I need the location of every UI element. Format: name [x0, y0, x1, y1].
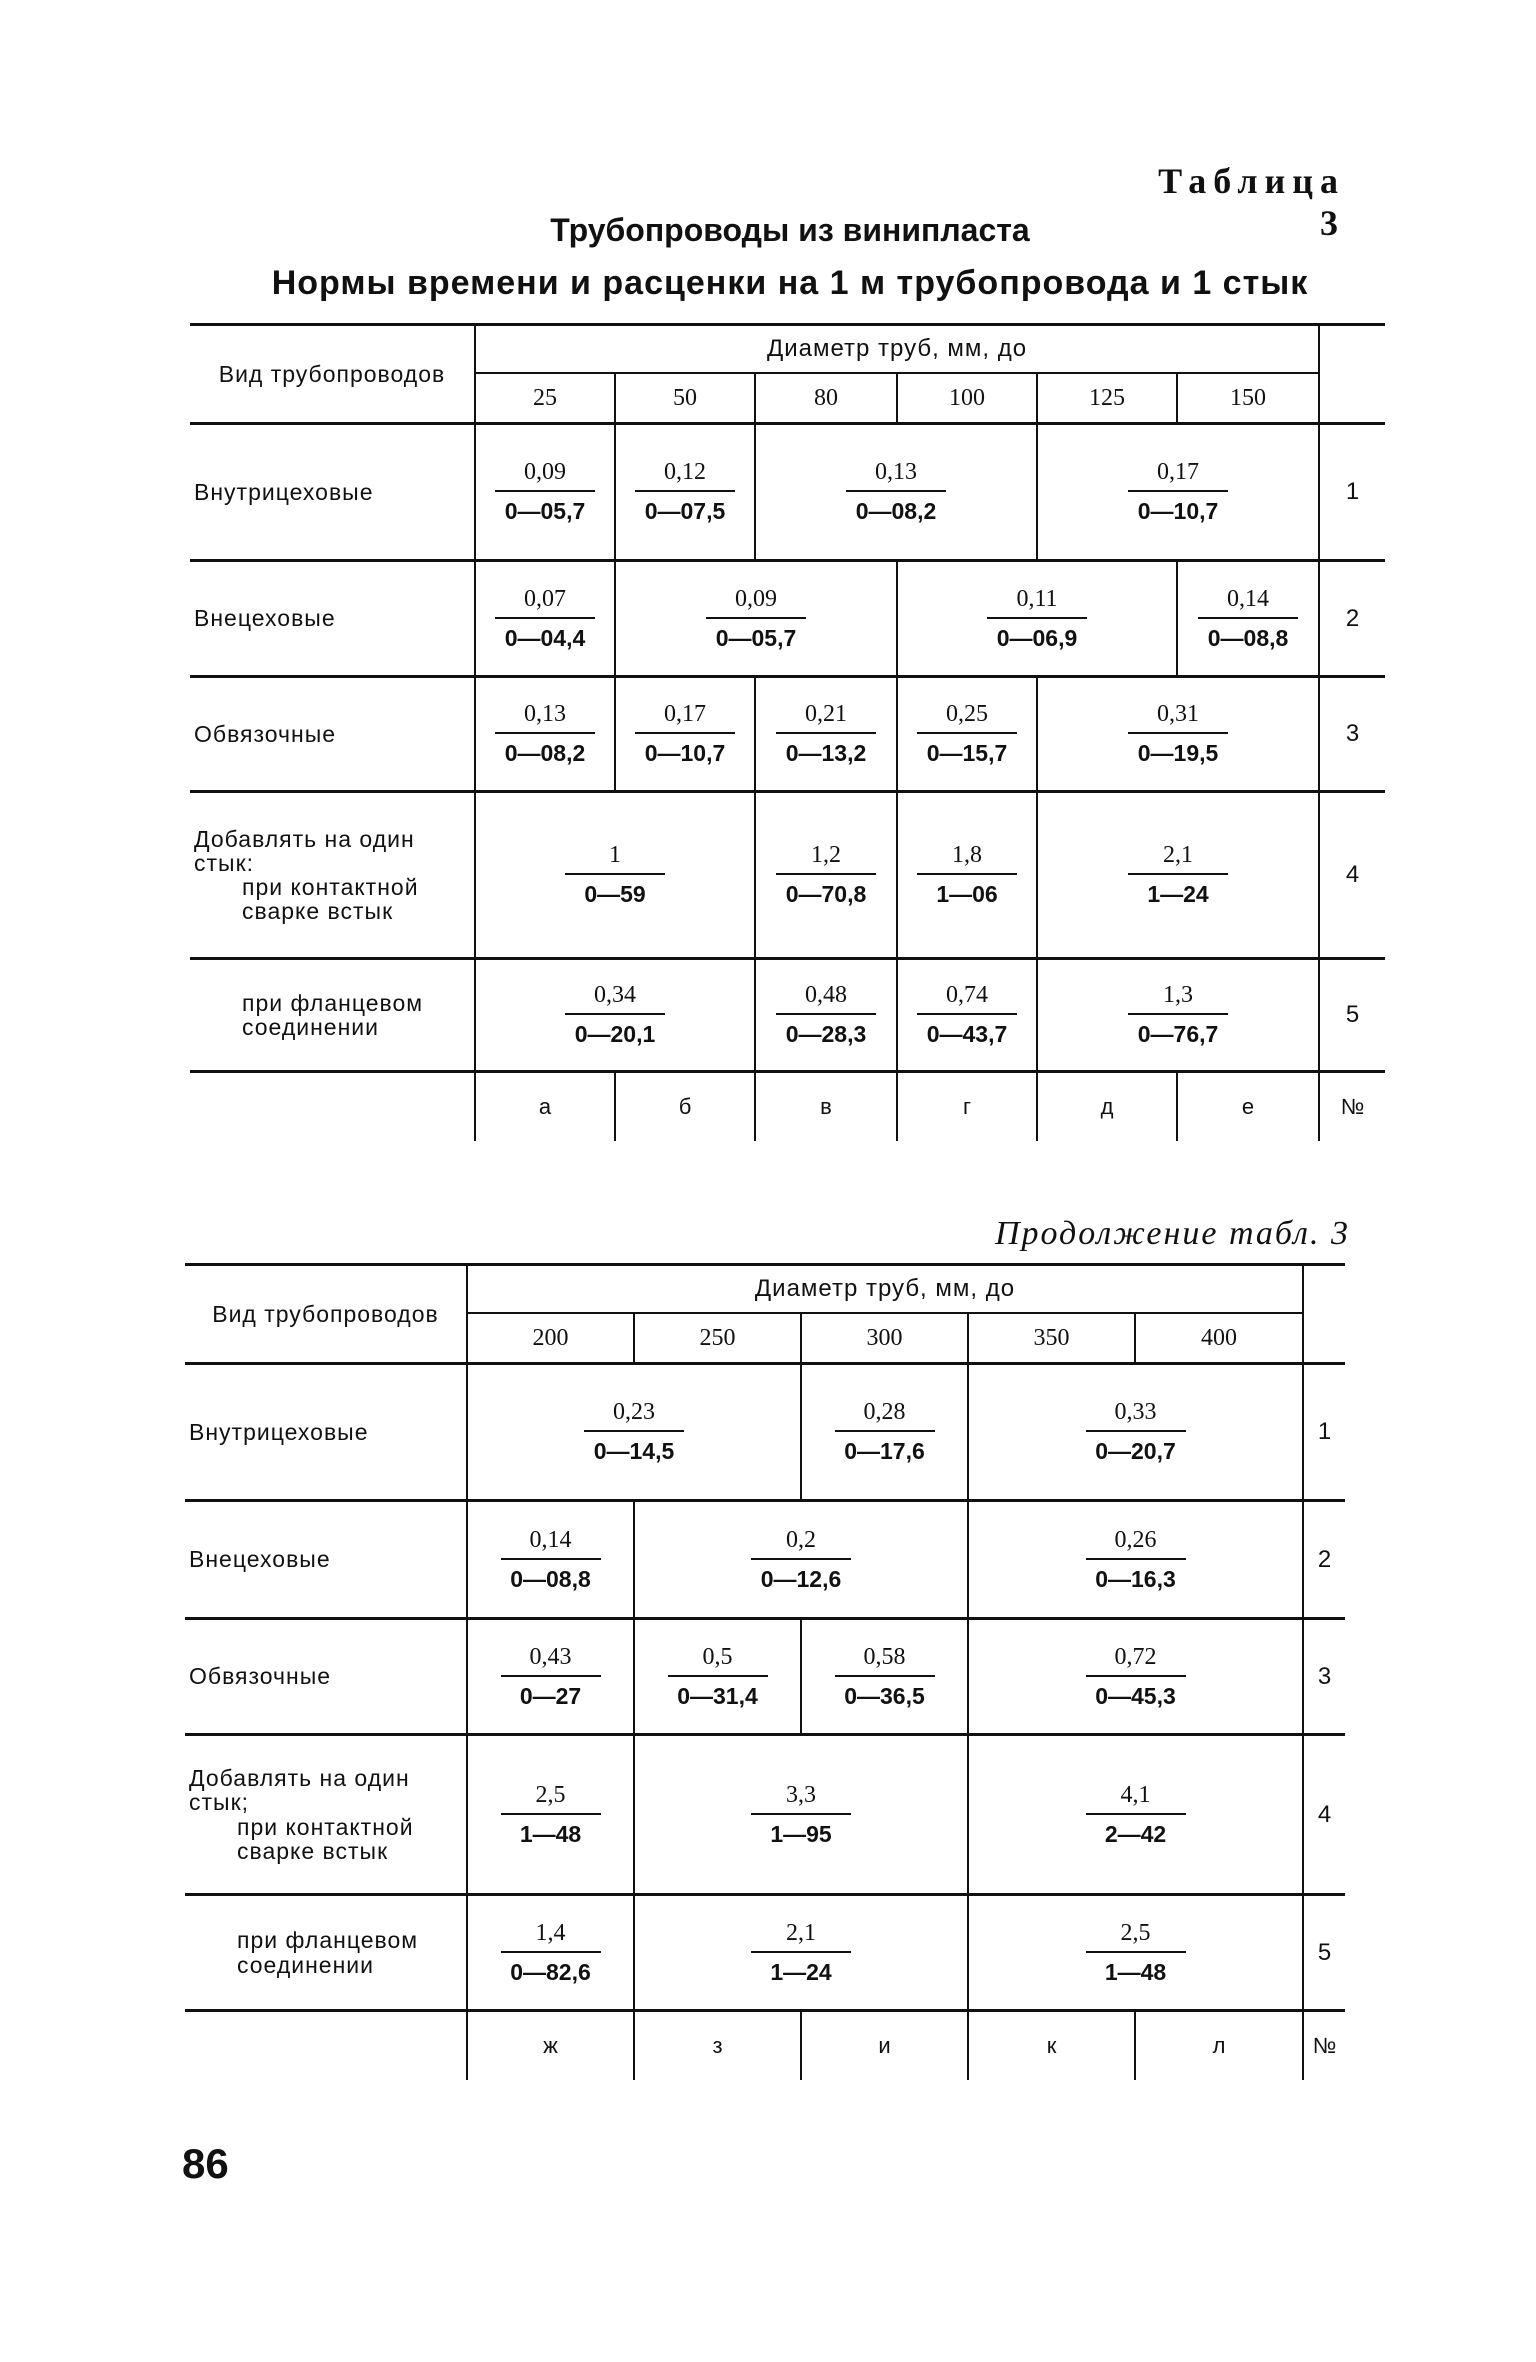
row-label-main: Добавлять на один стык;: [189, 1765, 410, 1816]
row-label: Обвязочные: [185, 1619, 467, 1735]
column-header-pipeline-type: Вид трубопроводов: [190, 325, 475, 424]
diameter-value: 200: [467, 1313, 634, 1364]
column-letter: и: [801, 2011, 968, 2081]
norm-cell: $\frac{0,48}{0—28,3}$: [755, 959, 897, 1072]
norm-cell: $\frac{0,31}{0—19,5}$: [1037, 677, 1319, 792]
row-label: при фланцевом соединении: [242, 989, 424, 1040]
number-sign: №: [1319, 1072, 1385, 1142]
column-letter: д: [1037, 1072, 1177, 1142]
row-label-sub: при контактной сварке встык: [237, 1813, 414, 1864]
continuation-label: Продолжение табл. 3: [994, 1215, 1350, 1252]
norm-cell: $\frac{1}{0—59}$: [475, 792, 755, 959]
table-row: [190, 792, 1385, 959]
norm-cell: $\frac{0,58}{0—36,5}$: [801, 1619, 968, 1735]
column-header-diameter: Диаметр труб, мм, до: [467, 1265, 1303, 1314]
norm-cell: $\frac{4,1}{2—42}$: [968, 1735, 1303, 1895]
row-number: 3: [1303, 1619, 1345, 1735]
row-number: 2: [1303, 1501, 1345, 1619]
norm-cell: $\frac{0,09}{0—05,7}$: [475, 424, 615, 561]
norm-cell: $\frac{0,74}{0—43,7}$: [897, 959, 1037, 1072]
diameter-value: 150: [1177, 373, 1319, 424]
diameter-value: 100: [897, 373, 1037, 424]
column-letter: е: [1177, 1072, 1319, 1142]
norm-cell: $\frac{0,33}{0—20,7}$: [968, 1364, 1303, 1501]
table-row: [185, 1735, 1345, 1895]
row-label: Обвязочные: [190, 677, 475, 792]
norm-cell: $\frac{3,3}{1—95}$: [634, 1735, 968, 1895]
diameter-value: 50: [615, 373, 755, 424]
diameter-value: 125: [1037, 373, 1177, 424]
table-title: Трубопроводы из винипласта: [550, 212, 1030, 248]
diameter-value: 350: [968, 1313, 1135, 1364]
diameter-value: 400: [1135, 1313, 1303, 1364]
table-row: [185, 1501, 1345, 1619]
norms-table-part-1: [190, 323, 1385, 1141]
column-letter: б: [615, 1072, 755, 1142]
column-letter: з: [634, 2011, 801, 2081]
row-number: 2: [1319, 561, 1385, 677]
row-number: 1: [1319, 424, 1385, 561]
norm-cell: $\frac{2,5}{1—48}$: [968, 1895, 1303, 2011]
norm-cell: $\frac{0,07}{0—04,4}$: [475, 561, 615, 677]
row-number: 4: [1319, 792, 1385, 959]
norms-table-part-2: [185, 1263, 1345, 2080]
norm-cell: $\frac{0,5}{0—31,4}$: [634, 1619, 801, 1735]
norm-cell: $\frac{2,1}{1—24}$: [634, 1895, 968, 2011]
table-subtitle: Нормы времени и расценки на 1 м трубопровода и 1 стык: [271, 264, 1309, 302]
row-label: [185, 1735, 467, 1895]
row-label: при фланцевом соединении: [237, 1927, 419, 1978]
diameter-value: 300: [801, 1313, 968, 1364]
norm-cell: $\frac{0,25}{0—15,7}$: [897, 677, 1037, 792]
norm-cell: $\frac{0,23}{0—14,5}$: [467, 1364, 801, 1501]
norm-cell: $\frac{0,12}{0—07,5}$: [615, 424, 755, 561]
table-row: [190, 959, 1385, 1072]
diameter-value: 25: [475, 373, 615, 424]
norm-cell: $\frac{0,17}{0—10,7}$: [1037, 424, 1319, 561]
table-row: [190, 424, 1385, 561]
norm-cell: $\frac{1,2}{0—70,8}$: [755, 792, 897, 959]
norm-cell: $\frac{0,13}{0—08,2}$: [755, 424, 1037, 561]
row-label-main: Добавлять на один стык:: [194, 825, 415, 876]
table-row: [185, 1895, 1345, 2011]
table-row: [190, 561, 1385, 677]
norm-cell: $\frac{0,13}{0—08,2}$: [475, 677, 615, 792]
page-number: 86: [182, 2140, 229, 2187]
row-number: 1: [1303, 1364, 1345, 1501]
row-number: 5: [1303, 1895, 1345, 2011]
column-letter: а: [475, 1072, 615, 1142]
column-header-diameter: Диаметр труб, мм, до: [475, 325, 1319, 374]
table-row: [190, 1072, 1385, 1142]
row-label-sub: при контактной сварке встык: [242, 874, 419, 925]
row-label: Внутрицеховые: [185, 1364, 467, 1501]
norm-cell: $\frac{2,1}{1—24}$: [1037, 792, 1319, 959]
row-label: Внецеховые: [185, 1501, 467, 1619]
row-number: 3: [1319, 677, 1385, 792]
norm-cell: $\frac{1,8}{1—06}$: [897, 792, 1037, 959]
table-row: [190, 677, 1385, 792]
column-letter: в: [755, 1072, 897, 1142]
norm-cell: $\frac{0,43}{0—27}$: [467, 1619, 634, 1735]
column-header-pipeline-type: Вид трубопроводов: [185, 1265, 467, 1364]
row-label: Внутрицеховые: [190, 424, 475, 561]
norm-cell: $\frac{2,5}{1—48}$: [467, 1735, 634, 1895]
norm-cell: $\frac{0,28}{0—17,6}$: [801, 1364, 968, 1501]
column-letter: л: [1135, 2011, 1303, 2081]
norm-cell: $\frac{1,4}{0—82,6}$: [467, 1895, 634, 2011]
norm-cell: $\frac{0,14}{0—08,8}$: [1177, 561, 1319, 677]
norm-cell: $\frac{0,2}{0—12,6}$: [634, 1501, 968, 1619]
norm-cell: $\frac{0,09}{0—05,7}$: [615, 561, 897, 677]
column-letter: ж: [467, 2011, 634, 2081]
norm-cell: $\frac{0,11}{0—06,9}$: [897, 561, 1177, 677]
diameter-value: 80: [755, 373, 897, 424]
norm-cell: $\frac{0,72}{0—45,3}$: [968, 1619, 1303, 1735]
row-label: Внецеховые: [190, 561, 475, 677]
norm-cell: $\frac{0,21}{0—13,2}$: [755, 677, 897, 792]
diameter-value: 250: [634, 1313, 801, 1364]
table-row: [185, 1619, 1345, 1735]
number-sign: №: [1303, 2011, 1345, 2081]
column-letter: г: [897, 1072, 1037, 1142]
table-row: [185, 2011, 1345, 2081]
row-number: 4: [1303, 1735, 1345, 1895]
row-number: 5: [1319, 959, 1385, 1072]
norm-cell: $\frac{0,14}{0—08,8}$: [467, 1501, 634, 1619]
norm-cell: $\frac{0,17}{0—10,7}$: [615, 677, 755, 792]
table-row: [185, 1364, 1345, 1501]
row-label: [190, 792, 475, 959]
table-label: Таблица 3: [1158, 161, 1345, 243]
norm-cell: $\frac{0,26}{0—16,3}$: [968, 1501, 1303, 1619]
norm-cell: $\frac{1,3}{0—76,7}$: [1037, 959, 1319, 1072]
norm-cell: $\frac{0,34}{0—20,1}$: [475, 959, 755, 1072]
column-letter: к: [968, 2011, 1135, 2081]
